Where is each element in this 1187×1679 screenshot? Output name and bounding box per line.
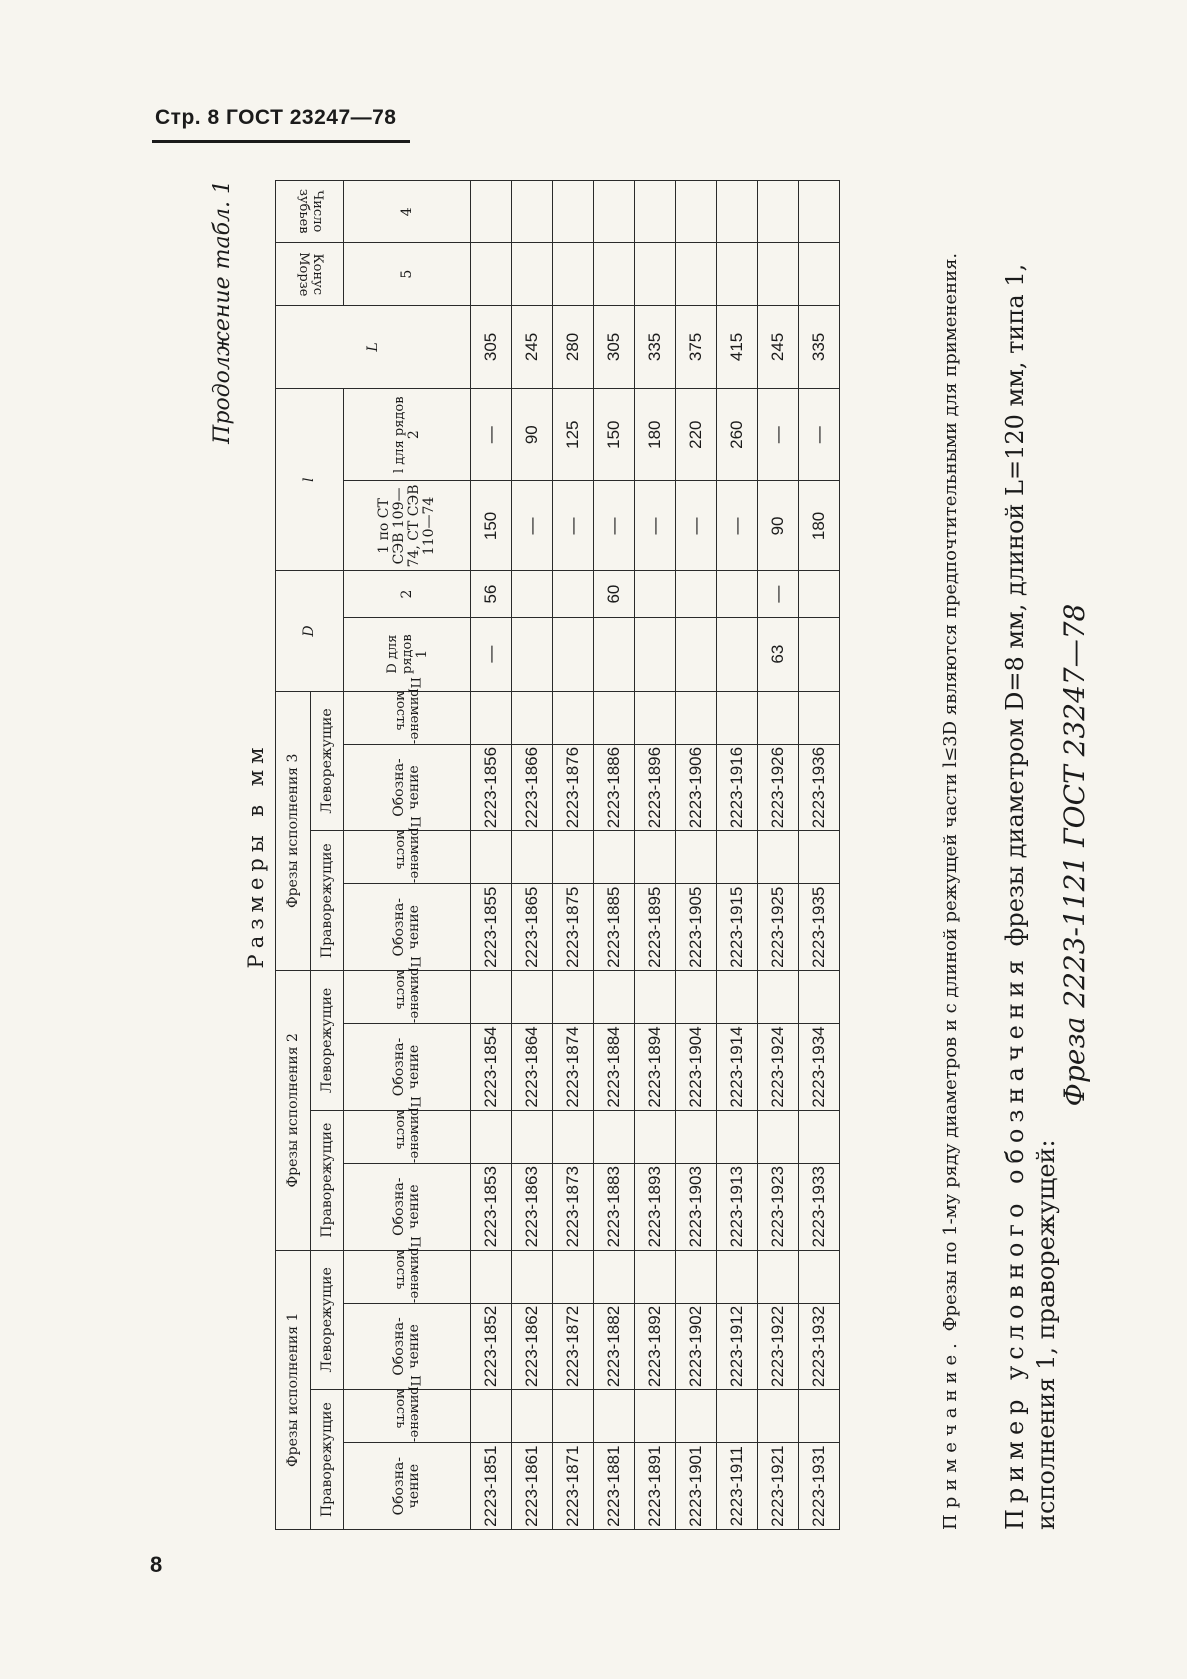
application-cell [717, 971, 758, 1024]
l2-cell: 150 [594, 389, 635, 481]
designation-cell: 2223-1854 [471, 1024, 512, 1111]
application-cell [758, 1390, 799, 1443]
L-cell: 245 [758, 305, 799, 388]
l1-cell: — [717, 481, 758, 571]
table-row [553, 181, 594, 1530]
designation-cell: 2223-1905 [676, 884, 717, 971]
continuation-label: Продолжение табл. 1 [210, 180, 235, 444]
d1-cell [676, 617, 717, 691]
designation-cell: 2223-1914 [717, 1024, 758, 1111]
note-text: Фрезы по 1-му ряду диаметров и с длиной режущей части l≤3D являются предпочтительными для применения. [940, 252, 961, 1332]
example-text: фрезы диаметром D=8 мм, длиной L=120 мм, типа 1, исполнения 1, праворежущей: [1001, 263, 1060, 1530]
l-row1-header: 1 по СТ СЭВ 109—74, СТ СЭВ 110—74 [344, 481, 471, 571]
l1-cell: 180 [799, 481, 840, 571]
l2-cell: 125 [553, 389, 594, 481]
l1-cell: — [676, 481, 717, 571]
application-cell [471, 1390, 512, 1443]
designation-cell: 2223-1871 [553, 1443, 594, 1530]
designation-cell: 2223-1884 [594, 1024, 635, 1111]
designation-cell: 2223-1916 [717, 744, 758, 831]
g3-right-header: Праворежущие [311, 831, 344, 971]
application-cell [471, 971, 512, 1024]
L-cell: 245 [512, 305, 553, 388]
application-cell [758, 971, 799, 1024]
designation-header: Обозна-чение [344, 1303, 471, 1390]
d1-cell [799, 617, 840, 691]
teeth-cell [594, 181, 635, 244]
group-1-header: Фрезы исполнения 1 [276, 1250, 311, 1529]
d1-cell: — [471, 617, 512, 691]
morse-value: 5 [344, 243, 471, 305]
designation-cell: 2223-1926 [758, 744, 799, 831]
teeth-cell [471, 181, 512, 244]
designation-cell: 2223-1921 [758, 1443, 799, 1530]
application-cell [635, 691, 676, 744]
g3-left-header: Леворежущие [311, 691, 344, 831]
designation-header: Обозна-чение [344, 1024, 471, 1111]
d2-cell [676, 571, 717, 617]
application-cell [676, 691, 717, 744]
application-cell [799, 691, 840, 744]
teeth-cell [512, 181, 553, 244]
application-cell [676, 1110, 717, 1163]
designation-cell: 2223-1855 [471, 884, 512, 971]
designation-cell: 2223-1865 [512, 884, 553, 971]
designation-cell: 2223-1856 [471, 744, 512, 831]
application-cell [594, 1390, 635, 1443]
d2-cell [512, 571, 553, 617]
page-number: 8 [150, 1552, 163, 1577]
application-cell [758, 1250, 799, 1303]
page-header: Стр. 8 ГОСТ 23247—78 [155, 106, 397, 129]
header-rule [152, 140, 410, 143]
L-cell: 305 [471, 305, 512, 388]
application-cell [676, 831, 717, 884]
designation-header: Обозна-чение [344, 884, 471, 971]
l2-cell: — [799, 389, 840, 481]
designation-cell: 2223-1891 [635, 1443, 676, 1530]
designation-cell: 2223-1876 [553, 744, 594, 831]
L-cell: 375 [676, 305, 717, 388]
designation-cell: 2223-1911 [717, 1443, 758, 1530]
application-cell [799, 971, 840, 1024]
L-cell: 305 [594, 305, 635, 388]
designation-cell: 2223-1851 [471, 1443, 512, 1530]
d2-cell [553, 571, 594, 617]
designation-cell: 2223-1863 [512, 1163, 553, 1250]
designation-cell: 2223-1881 [594, 1443, 635, 1530]
application-cell [799, 1390, 840, 1443]
group-3-header: Фрезы исполнения 3 [276, 691, 311, 970]
application-cell [676, 1250, 717, 1303]
application-header: Примене-мость [344, 1250, 471, 1303]
designation-cell: 2223-1885 [594, 884, 635, 971]
l1-cell: — [594, 481, 635, 571]
application-cell [717, 1250, 758, 1303]
morse-cell [717, 243, 758, 305]
designation-cell: 2223-1873 [553, 1163, 594, 1250]
designation-cell: 2223-1932 [799, 1303, 840, 1390]
application-cell [471, 1250, 512, 1303]
application-cell [553, 831, 594, 884]
application-cell [717, 1390, 758, 1443]
teeth-value: 4 [344, 181, 471, 244]
l1-cell: 90 [758, 481, 799, 571]
designation-cell: 2223-1861 [512, 1443, 553, 1530]
note [938, 180, 964, 1530]
example-formula: Фреза 2223-1121 ГОСТ 23247—78 [1058, 603, 1091, 1107]
d1-cell: 63 [758, 617, 799, 691]
designation-cell: 2223-1893 [635, 1163, 676, 1250]
g2-left-header: Леворежущие [311, 971, 344, 1111]
table-row [594, 181, 635, 1530]
designation-cell: 2223-1923 [758, 1163, 799, 1250]
l2-cell: 260 [717, 389, 758, 481]
l2-cell: — [758, 389, 799, 481]
designation-header: Обозна-чение [344, 744, 471, 831]
designation-cell: 2223-1936 [799, 744, 840, 831]
application-cell [635, 1250, 676, 1303]
table-row [512, 181, 553, 1530]
g2-right-header: Праворежущие [311, 1110, 344, 1250]
morse-cell [799, 243, 840, 305]
application-header: Примене-мость [344, 971, 471, 1024]
application-cell [471, 691, 512, 744]
application-cell [676, 971, 717, 1024]
l-row2-header: l для рядов 2 [344, 389, 471, 481]
application-cell [799, 1250, 840, 1303]
application-cell [512, 831, 553, 884]
application-cell [553, 1390, 594, 1443]
l1-cell: 150 [471, 481, 512, 571]
d-row2-header: 2 [344, 571, 471, 617]
table-row [799, 181, 840, 1530]
d2-cell: 56 [471, 571, 512, 617]
morse-cell [676, 243, 717, 305]
application-header: Примене-мость [344, 1390, 471, 1443]
application-cell [635, 1110, 676, 1163]
designation-cell: 2223-1922 [758, 1303, 799, 1390]
application-cell [799, 1110, 840, 1163]
application-cell [594, 831, 635, 884]
designation-cell: 2223-1892 [635, 1303, 676, 1390]
application-header: Примене-мость [344, 1110, 471, 1163]
application-cell [758, 831, 799, 884]
designation-cell: 2223-1853 [471, 1163, 512, 1250]
designation-cell: 2223-1906 [676, 744, 717, 831]
l2-cell: 220 [676, 389, 717, 481]
d2-cell [635, 571, 676, 617]
designation-cell: 2223-1925 [758, 884, 799, 971]
designation-cell: 2223-1934 [799, 1024, 840, 1111]
application-cell [758, 1110, 799, 1163]
designation-cell: 2223-1933 [799, 1163, 840, 1250]
application-cell [471, 831, 512, 884]
teeth-cell [799, 181, 840, 244]
application-cell [676, 1390, 717, 1443]
morse-cell [635, 243, 676, 305]
L-cell: 335 [799, 305, 840, 388]
table-row [758, 181, 799, 1530]
designation-cell: 2223-1903 [676, 1163, 717, 1250]
l1-cell: — [635, 481, 676, 571]
l-header: l [276, 389, 344, 571]
application-cell [594, 971, 635, 1024]
application-cell [594, 691, 635, 744]
dimensions-table [275, 180, 840, 1530]
table-row [471, 181, 512, 1530]
d1-cell [635, 617, 676, 691]
application-cell [635, 971, 676, 1024]
application-header: Примене-мость [344, 831, 471, 884]
L-cell: 335 [635, 305, 676, 388]
application-cell [594, 1110, 635, 1163]
application-cell [799, 831, 840, 884]
g1-right-header: Праворежущие [311, 1390, 344, 1530]
morse-cell [594, 243, 635, 305]
teeth-header: Число зубьев [276, 181, 344, 244]
teeth-cell [635, 181, 676, 244]
designation-cell: 2223-1886 [594, 744, 635, 831]
d2-cell [717, 571, 758, 617]
l2-cell: 90 [512, 389, 553, 481]
application-cell [471, 1110, 512, 1163]
designation-cell: 2223-1894 [635, 1024, 676, 1111]
group-2-header: Фрезы исполнения 2 [276, 971, 311, 1250]
example-label: Пример условного обозначения [1001, 954, 1029, 1530]
L-header: L [276, 305, 471, 388]
designation-cell: 2223-1915 [717, 884, 758, 971]
designation-cell: 2223-1931 [799, 1443, 840, 1530]
designation-cell: 2223-1913 [717, 1163, 758, 1250]
l2-cell: 180 [635, 389, 676, 481]
designation-cell: 2223-1864 [512, 1024, 553, 1111]
d2-cell [799, 571, 840, 617]
application-cell [512, 971, 553, 1024]
d-header: D [276, 571, 344, 691]
application-cell [553, 691, 594, 744]
morse-header: Конус Морзе [276, 243, 344, 305]
g1-left-header: Леворежущие [311, 1250, 344, 1390]
sizes-caption: Размеры в мм [244, 741, 268, 969]
application-cell [635, 831, 676, 884]
L-cell: 280 [553, 305, 594, 388]
designation-cell: 2223-1935 [799, 884, 840, 971]
l2-cell: — [471, 389, 512, 481]
designation-example [1000, 180, 1062, 1530]
application-cell [758, 691, 799, 744]
application-cell [553, 1110, 594, 1163]
morse-cell [553, 243, 594, 305]
table-row [676, 181, 717, 1530]
application-cell [553, 1250, 594, 1303]
d2-cell: — [758, 571, 799, 617]
designation-cell: 2223-1874 [553, 1024, 594, 1111]
application-cell [717, 1110, 758, 1163]
application-cell [512, 691, 553, 744]
designation-header: Обозна-чение [344, 1443, 471, 1530]
l1-cell: — [512, 481, 553, 571]
designation-cell: 2223-1896 [635, 744, 676, 831]
d1-cell [594, 617, 635, 691]
application-cell [594, 1250, 635, 1303]
teeth-cell [717, 181, 758, 244]
application-cell [717, 691, 758, 744]
d2-cell: 60 [594, 571, 635, 617]
application-cell [635, 1390, 676, 1443]
designation-cell: 2223-1875 [553, 884, 594, 971]
d1-cell [553, 617, 594, 691]
morse-cell [758, 243, 799, 305]
table-row [635, 181, 676, 1530]
application-cell [512, 1390, 553, 1443]
table-row [717, 181, 758, 1530]
designation-cell: 2223-1912 [717, 1303, 758, 1390]
designation-cell: 2223-1895 [635, 884, 676, 971]
application-cell [512, 1250, 553, 1303]
teeth-cell [758, 181, 799, 244]
designation-header: Обозна-чение [344, 1163, 471, 1250]
application-cell [553, 971, 594, 1024]
designation-cell: 2223-1862 [512, 1303, 553, 1390]
teeth-cell [676, 181, 717, 244]
designation-cell: 2223-1882 [594, 1303, 635, 1390]
designation-cell: 2223-1901 [676, 1443, 717, 1530]
designation-cell: 2223-1883 [594, 1163, 635, 1250]
morse-cell [471, 243, 512, 305]
d1-cell [717, 617, 758, 691]
application-cell [512, 1110, 553, 1163]
designation-cell: 2223-1866 [512, 744, 553, 831]
designation-cell: 2223-1904 [676, 1024, 717, 1111]
d1-cell [512, 617, 553, 691]
teeth-cell [553, 181, 594, 244]
application-cell [717, 831, 758, 884]
designation-cell: 2223-1852 [471, 1303, 512, 1390]
designation-cell: 2223-1924 [758, 1024, 799, 1111]
rotated-content [210, 180, 1091, 1530]
application-header: Примене-мость [344, 691, 471, 744]
designation-cell: 2223-1902 [676, 1303, 717, 1390]
d-row1-header: D для рядов 1 [344, 617, 471, 691]
note-label: Примечание. [940, 1337, 961, 1530]
l1-cell: — [553, 481, 594, 571]
L-cell: 415 [717, 305, 758, 388]
morse-cell [512, 243, 553, 305]
designation-cell: 2223-1872 [553, 1303, 594, 1390]
